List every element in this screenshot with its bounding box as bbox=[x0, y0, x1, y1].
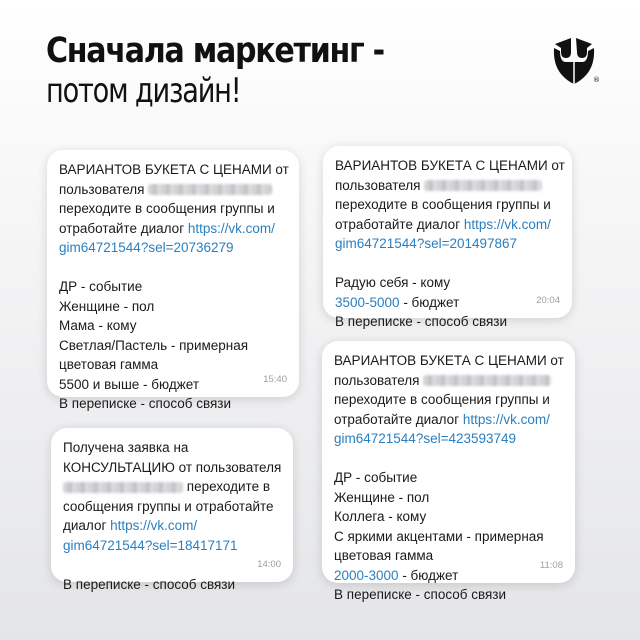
dialog-link[interactable]: gim64721544?sel=18417171 bbox=[63, 537, 238, 553]
message-line bbox=[63, 477, 281, 497]
message-line bbox=[335, 176, 560, 196]
message-line: сообщения группы и отработайте bbox=[63, 498, 274, 514]
dialog-link[interactable]: https://vk.com/ bbox=[462, 411, 550, 427]
message-line: Женщине - пол bbox=[334, 489, 430, 505]
message-time: 14:00 bbox=[257, 558, 281, 570]
message-text: - бюджет bbox=[399, 294, 460, 310]
budget-value[interactable]: 3500-5000 bbox=[335, 294, 400, 310]
dialog-link[interactable]: gim64721544?sel=20736279 bbox=[59, 240, 234, 255]
message-text: пользователя bbox=[335, 177, 421, 193]
message-card-2 bbox=[323, 146, 572, 329]
message-line: Женщине - пол bbox=[59, 298, 155, 314]
message-line: 5500 и выше - бюджет bbox=[59, 376, 199, 392]
message-line bbox=[335, 293, 560, 313]
message-time: 20:04 bbox=[536, 294, 560, 306]
message-line bbox=[63, 516, 281, 536]
message-line: Светлая/Пастель - примерная bbox=[59, 337, 249, 353]
spacer bbox=[59, 258, 287, 278]
message-line: В переписке - способ связи bbox=[335, 314, 508, 329]
message-line: С яркими акцентами - примерная bbox=[334, 528, 544, 544]
message-line: Мама - кому bbox=[59, 318, 137, 333]
spacer bbox=[334, 449, 563, 469]
dialog-link[interactable]: gim64721544?sel=201497867 bbox=[335, 236, 518, 251]
message-text: отработайте диалог bbox=[334, 411, 460, 427]
spacer bbox=[335, 254, 560, 274]
dialog-link[interactable]: https://vk.com/ bbox=[110, 518, 198, 533]
message-card-1 bbox=[47, 150, 299, 411]
message-line: В переписке - способ связи bbox=[59, 396, 232, 411]
message-line bbox=[334, 371, 563, 391]
message-line: переходите в сообщения группы и bbox=[335, 197, 551, 212]
blurred-username bbox=[148, 184, 272, 195]
dialog-link[interactable]: https://vk.com/ bbox=[187, 220, 275, 236]
message-text: переходите в bbox=[186, 479, 270, 494]
message-card-4 bbox=[322, 341, 575, 602]
message-line: ДР - событие bbox=[59, 279, 143, 294]
message-line: В переписке - способ связи bbox=[334, 587, 507, 602]
blurred-username bbox=[424, 180, 542, 191]
message-line bbox=[334, 566, 563, 586]
message-line: цветовая гамма bbox=[59, 357, 159, 372]
message-line: цветовая гамма bbox=[334, 548, 434, 563]
message-line bbox=[59, 219, 287, 239]
message-time: 11:08 bbox=[539, 559, 563, 571]
message-line: В переписке - способ связи bbox=[63, 576, 236, 592]
message-text: пользователя bbox=[59, 181, 145, 197]
dialog-link[interactable]: gim64721544?sel=423593749 bbox=[334, 431, 517, 446]
message-line: Радую себя - кому bbox=[335, 275, 451, 290]
message-line bbox=[335, 215, 560, 235]
headline bbox=[46, 30, 439, 112]
shield-mouse-logo-icon bbox=[549, 34, 599, 86]
message-text: пользователя bbox=[334, 372, 420, 388]
message-line: ДР - событие bbox=[334, 470, 418, 485]
message-text: диалог bbox=[63, 518, 107, 533]
registered-mark: ® bbox=[593, 76, 600, 84]
message-card-3 bbox=[51, 428, 293, 592]
message-line: ВАРИАНТОВ БУКЕТА С ЦЕНАМИ от bbox=[334, 353, 564, 368]
message-text: отработайте диалог bbox=[59, 220, 185, 236]
blurred-username bbox=[423, 375, 551, 386]
message-line: Получена заявка на bbox=[63, 440, 189, 455]
blurred-username bbox=[63, 482, 183, 493]
message-line: ВАРИАНТОВ БУКЕТА С ЦЕНАМИ от bbox=[335, 158, 565, 173]
message-line bbox=[334, 410, 563, 430]
message-line: переходите в сообщения группы и bbox=[334, 392, 550, 407]
message-text: отработайте диалог bbox=[335, 216, 461, 232]
dialog-link[interactable]: https://vk.com/ bbox=[463, 216, 551, 232]
message-line: КОНСУЛЬТАЦИЮ от пользователя bbox=[63, 459, 282, 475]
message-line: Коллега - кому bbox=[334, 509, 427, 524]
budget-value[interactable]: 2000-3000 bbox=[334, 567, 399, 583]
message-line: переходите в сообщения группы и bbox=[59, 201, 275, 216]
message-line bbox=[59, 180, 287, 200]
message-text: - бюджет bbox=[398, 567, 459, 583]
headline-line-2: потом дизайн! bbox=[46, 71, 241, 111]
message-time: 15:40 bbox=[263, 373, 287, 385]
spacer bbox=[63, 555, 281, 575]
headline-line-1: Сначала маркетинг - bbox=[46, 31, 384, 71]
message-line: ВАРИАНТОВ БУКЕТА С ЦЕНАМИ от bbox=[59, 162, 289, 177]
